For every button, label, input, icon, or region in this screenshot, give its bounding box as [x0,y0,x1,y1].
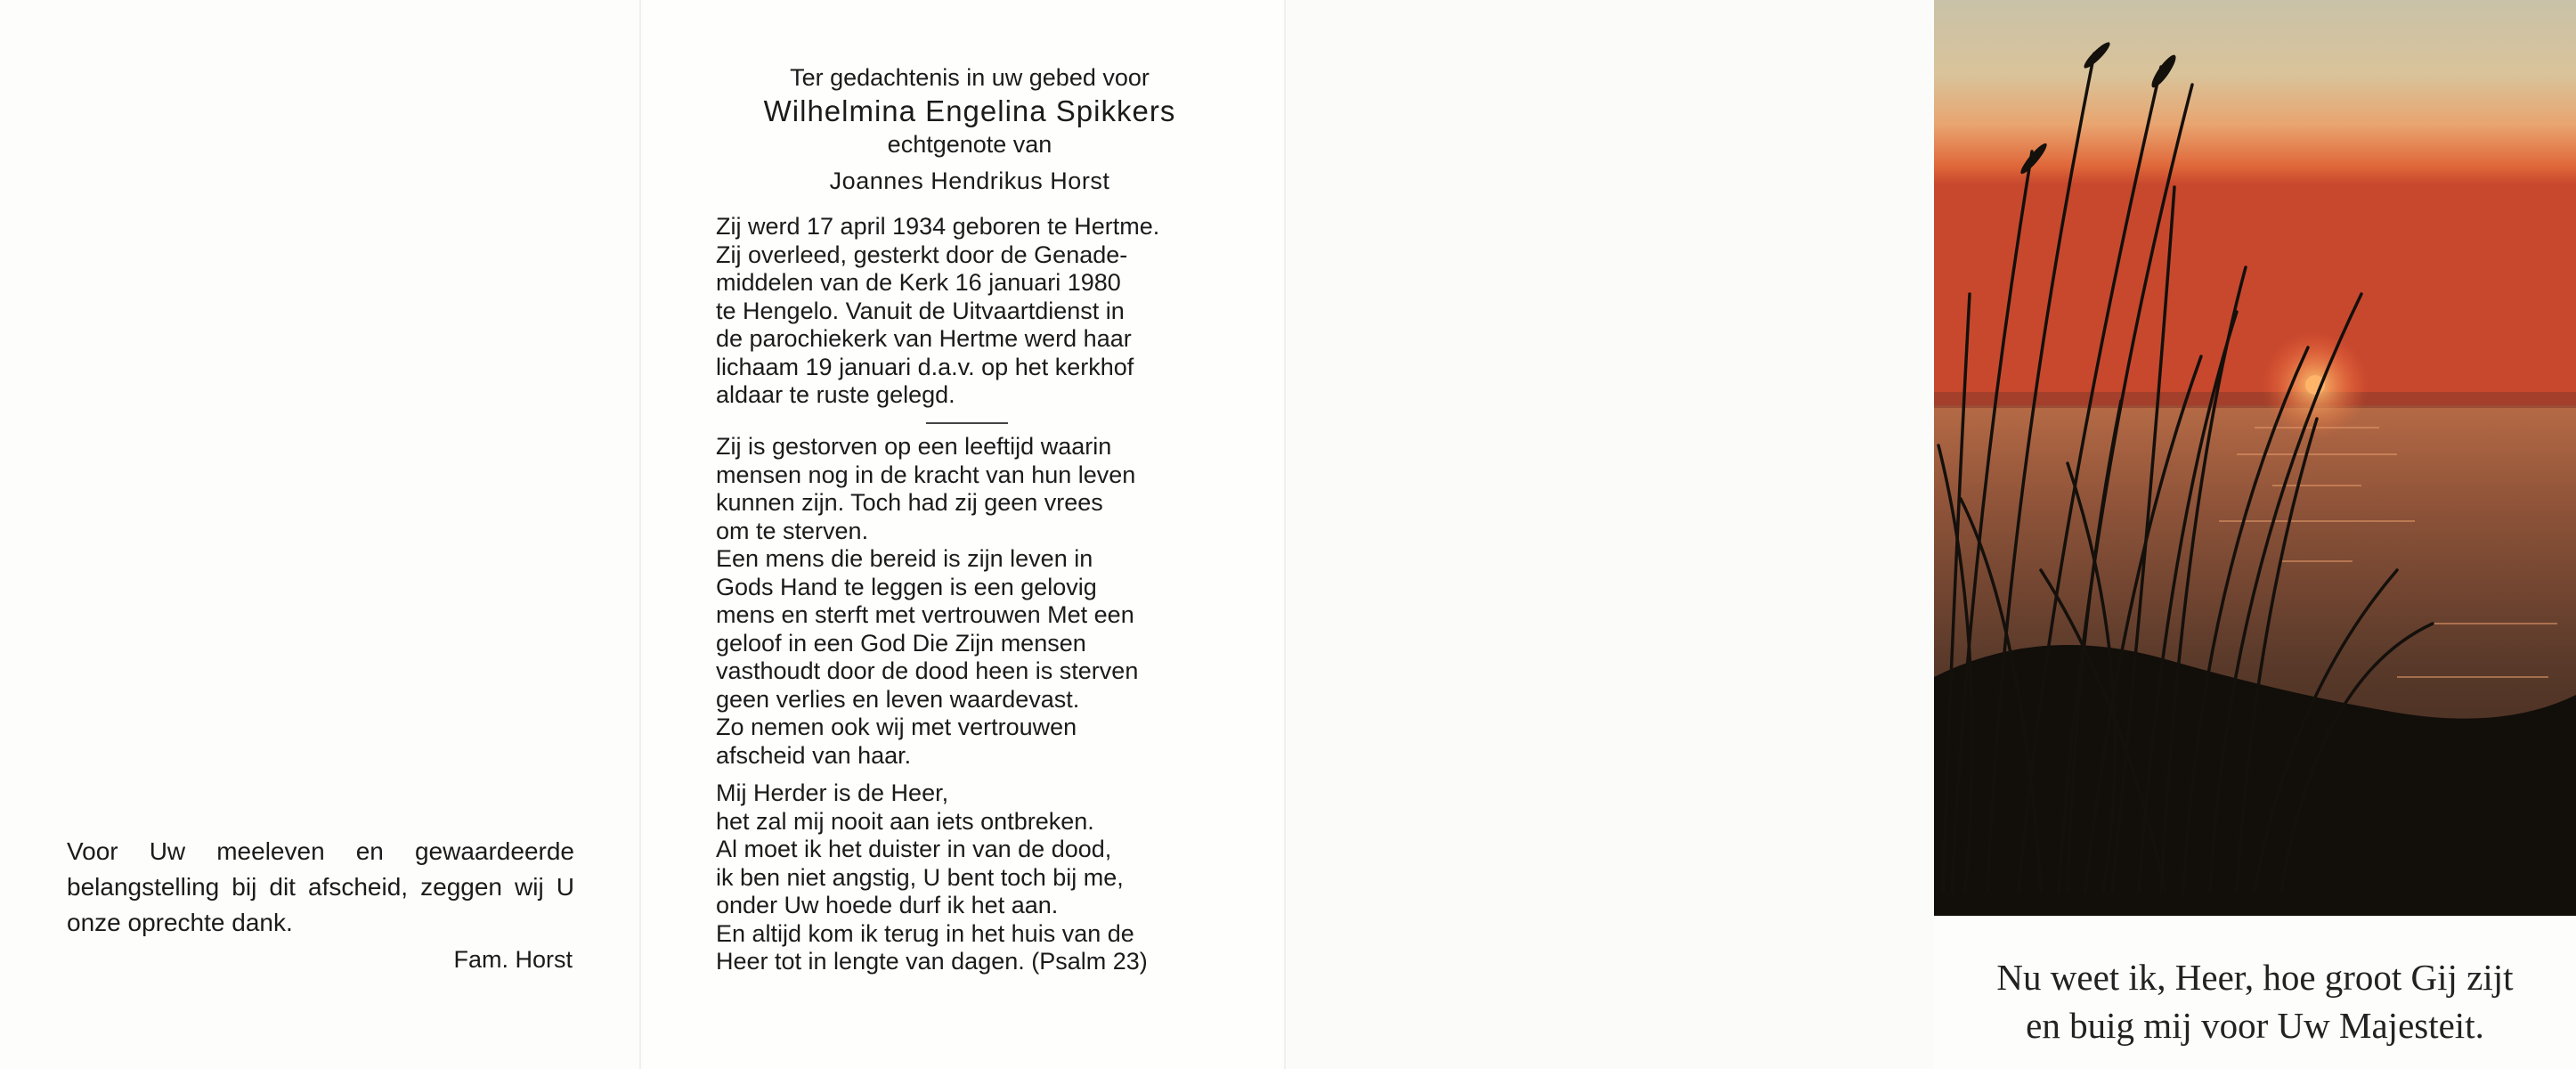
blank-panel [1284,0,1934,1069]
memorial-intro: Ter gedachtenis in uw gebed voor [790,64,1150,91]
deceased-name: Wilhelmina Engelina Spikkers [763,94,1176,127]
psalm-line: onder Uw hoede durf ik het aan. [716,892,1059,918]
section-divider [926,422,1008,424]
reflection-line: Zo nemen ook wij met vertrouwen [716,714,1077,740]
biography [716,213,1223,410]
reflection-line: om te sterven. [716,517,869,544]
reflection [716,433,1223,770]
biography-line: Zij overleed, gesterkt door de Genade- [716,241,1128,268]
biography-line: middelen van de Kerk 16 januari 1980 [716,269,1121,296]
psalm-reference: (Psalm 23) [1031,948,1148,975]
biography-line: aldaar te ruste gelegd. [716,381,955,408]
caption-line: Nu weet ik, Heer, hoe groot Gij zijt [1996,957,2514,998]
reflection-line: afscheid van haar. [716,741,912,769]
spouse-name: Joannes Hendrikus Horst [829,167,1110,194]
psalm-verse [716,779,1223,976]
reflection-line: Zij is gestorven op een leeftijd waarin [716,433,1112,460]
reflection-line: mens en sterft met vertrouwen Met een [716,601,1134,628]
caption-line: en buig mij voor Uw Majesteit. [2026,1005,2484,1046]
relation-text: echtgenote van [887,130,1052,158]
thanks-signature: Fam. Horst [453,946,573,973]
psalm-line: En altijd kom ik terug in het huis van de [716,919,1134,947]
reflection-line: geen verlies en leven waardevast. [716,685,1080,713]
reflection-line: mensen nog in de kracht van hun leven [716,461,1136,488]
psalm-line: het zal mij nooit aan iets ontbreken. [716,807,1094,835]
reflection-line: geloof in een God Die Zijn mensen [716,629,1086,657]
psalm-line: Heer tot in lengte van dagen. [716,948,1025,975]
reflection-line: Een mens die bereid is zijn leven in [716,545,1093,572]
psalm-line: Mij Herder is de Heer, [716,779,949,806]
biography-line: Zij werd 17 april 1934 geboren te Hertme. [716,213,1160,240]
reflection-line: kunnen zijn. Toch had zij geen vrees [716,489,1103,516]
reflection-line: vasthoudt door de dood heen is sterven [716,657,1139,684]
biography-line: de parochiekerk van Hertme werd haar [716,325,1132,352]
thanks-text: Voor Uw meeleven en gewaardeerde belangstelling bij dit afscheid, zeggen wij U onze oprechte dank. [67,837,574,936]
psalm-line: ik ben niet angstig, U bent toch bij me, [716,863,1124,891]
psalm-last-row [716,948,1223,976]
reflection-line: Gods Hand te leggen is een gelovig [716,573,1097,600]
photo-caption [1934,953,2576,1049]
biography-line: lichaam 19 januari d.a.v. op het kerkhof [716,353,1134,380]
memorial-header [716,64,1223,196]
psalm-line: Al moet ik het duister in van de dood, [716,836,1112,862]
biography-line: te Hengelo. Vanuit de Uitvaartdienst in [716,297,1125,324]
sunset-reeds-photo [1934,0,2576,916]
